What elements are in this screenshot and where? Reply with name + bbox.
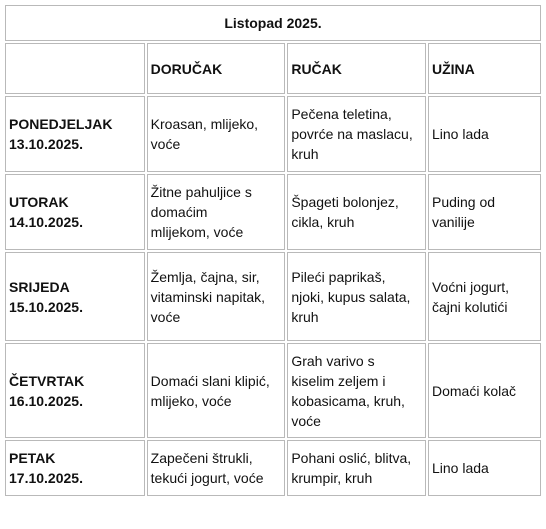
day-date: 13.10.2025. (9, 136, 83, 152)
day-cell (5, 174, 145, 250)
cell-line: Kroasan, mlijeko, (150, 116, 259, 132)
header-snack: UŽINA (428, 43, 541, 94)
snack-cell (428, 96, 541, 172)
cell-line: povrće na maslacu, (291, 126, 413, 142)
table-row (5, 343, 541, 438)
menu-table (3, 3, 543, 498)
cell-line: mlijekom, voće (150, 224, 244, 240)
day-cell (5, 252, 145, 341)
cell-line: Pileći paprikaš, (291, 268, 386, 285)
header-breakfast: DORUČAK (147, 43, 286, 94)
header-empty-cell (5, 43, 145, 94)
cell-line: cikla, kruh (291, 214, 355, 230)
lunch-cell (287, 343, 426, 438)
cell-line: Grah varivo s (291, 352, 375, 369)
cell-line: Puding od (431, 194, 496, 210)
snack-cell (428, 174, 541, 250)
day-date: 17.10.2025. (9, 470, 83, 486)
title-row (5, 5, 541, 41)
cell-line: kobasicama, kruh, (291, 392, 405, 409)
cell-line: Voćni jogurt, (431, 278, 510, 295)
cell-line: Lino lada (431, 126, 489, 142)
cell-line: Domaći kolač (431, 382, 517, 399)
day-name: SRIJEDA (9, 278, 70, 295)
day-cell (5, 440, 145, 496)
cell-line: Špageti bolonjez, (291, 194, 399, 210)
day-name: ČETVRTAK (9, 372, 85, 389)
day-cell (5, 343, 145, 438)
breakfast-cell (147, 174, 286, 250)
header-lunch: RUČAK (287, 43, 426, 94)
snack-cell (428, 252, 541, 341)
table-row (5, 252, 541, 341)
cell-line: voće (150, 136, 181, 152)
lunch-cell (287, 96, 426, 172)
cell-line: Žemlja, čajna, sir, (150, 268, 260, 285)
lunch-cell (287, 440, 426, 496)
header-row (5, 43, 541, 94)
day-name: UTORAK (9, 194, 69, 210)
snack-cell (428, 440, 541, 496)
cell-line: Pečena teletina, (291, 106, 392, 122)
cell-line: krumpir, kruh (291, 470, 373, 486)
cell-line: domaćim (150, 204, 208, 220)
lunch-cell (287, 174, 426, 250)
cell-line: Pohani oslić, blitva, (291, 450, 412, 466)
menu-title: Listopad 2025. (5, 5, 541, 41)
breakfast-cell (147, 343, 286, 438)
lunch-cell (287, 252, 426, 341)
cell-line: Lino lada (431, 460, 489, 476)
day-cell (5, 96, 145, 172)
cell-line: mlijeko, voće (150, 392, 232, 409)
table-row (5, 174, 541, 250)
breakfast-cell (147, 96, 286, 172)
cell-line: kruh (291, 308, 319, 325)
breakfast-cell (147, 252, 286, 341)
cell-line: voće (150, 308, 181, 325)
cell-line: tekući jogurt, voće (150, 470, 264, 486)
table-row (5, 96, 541, 172)
day-date: 16.10.2025. (9, 392, 83, 409)
cell-line: Žitne pahuljice s (150, 184, 252, 200)
cell-line: voće (291, 412, 321, 429)
cell-line: Zapečeni štrukli, (150, 450, 253, 466)
cell-line: vanilije (431, 214, 475, 230)
snack-cell (428, 343, 541, 438)
cell-line: čajni kolutići (431, 298, 508, 315)
cell-line: njoki, kupus salata, (291, 288, 411, 305)
day-date: 15.10.2025. (9, 298, 83, 315)
day-date: 14.10.2025. (9, 214, 83, 230)
cell-line: kruh (291, 146, 319, 162)
cell-line: kiselim zeljem i (291, 372, 386, 389)
cell-line: Domaći slani klipić, (150, 372, 270, 389)
table-row (5, 440, 541, 496)
breakfast-cell (147, 440, 286, 496)
cell-line: vitaminski napitak, (150, 288, 266, 305)
day-name: PONEDJELJAK (9, 116, 113, 132)
day-name: PETAK (9, 450, 56, 466)
